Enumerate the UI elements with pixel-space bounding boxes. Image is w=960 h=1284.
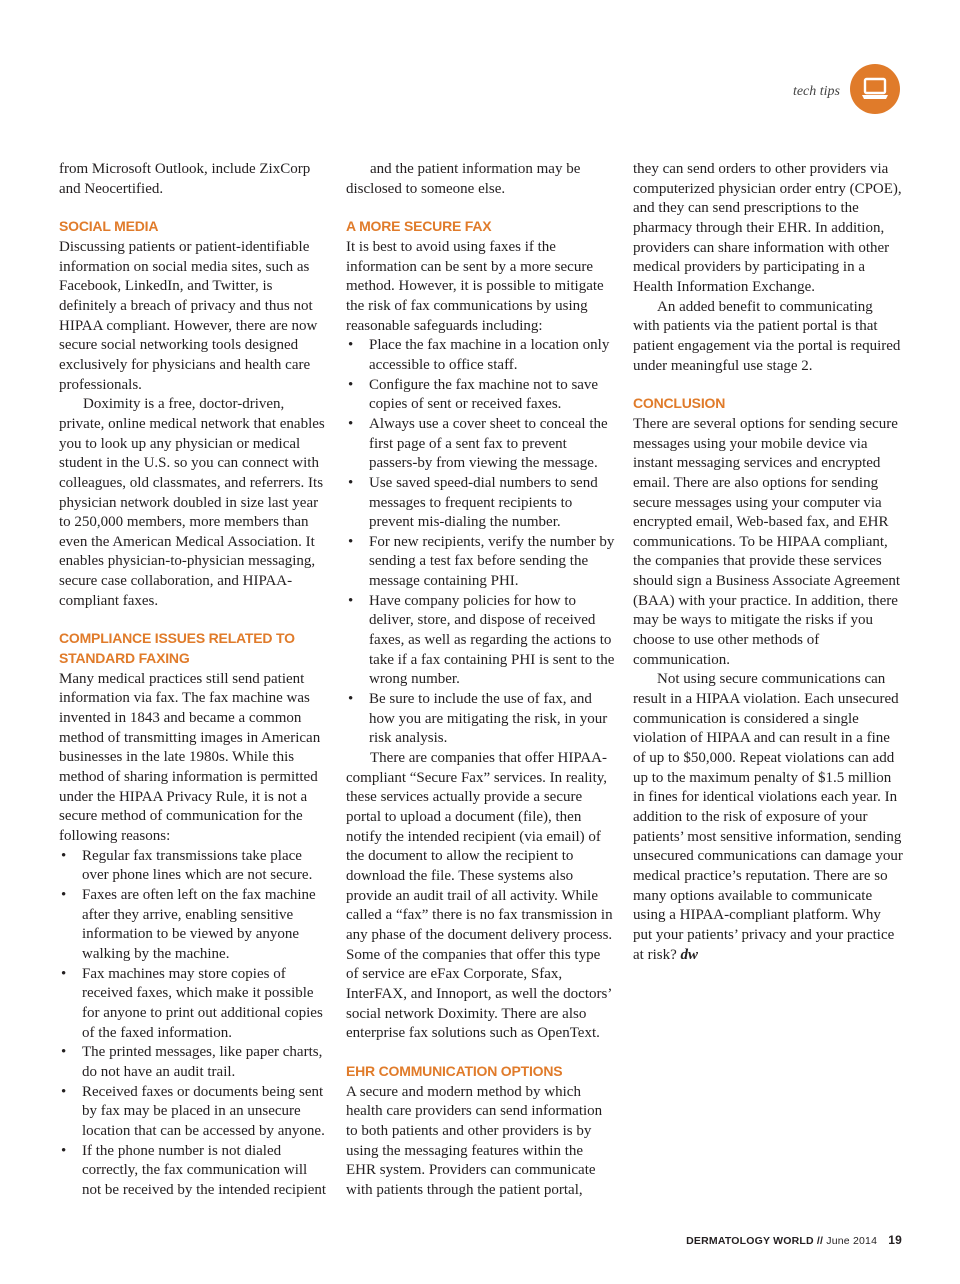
compliance-paragraph: Many medical practices still send patient information via fax. The fax machine was invented in 1843 and became a common method of transmitting images in American businesses in the late 1980s. While this method of sharing information is permitted under the HIPAA Privacy Rule, it is not a secure method of communication for the following reasons:	[59, 670, 321, 844]
list-item: • For new recipients, verify the number by sending a test fax before sending the message containing PHI.	[346, 533, 616, 592]
fax-risk-list	[59, 847, 329, 1201]
list-item: • Regular fax transmissions take place over phone lines which are not secure.	[59, 847, 329, 886]
list-item: • Always use a cover sheet to conceal the first page of a sent fax to prevent passers-by from viewing the message.	[346, 415, 616, 474]
footer-separator: //	[816, 1235, 824, 1247]
magazine-name: DERMATOLOGY WORLD	[686, 1235, 814, 1247]
compliance-heading: COMPLIANCE ISSUES RELATED TO STANDARD FAXING	[59, 630, 295, 667]
list-item: • The printed messages, like paper charts, do not have an audit trail.	[59, 1043, 329, 1082]
col1-intro: from Microsoft Outlook, include ZixCorp and Neocertified.	[59, 161, 311, 197]
list-item: • Be sure to include the use of fax, and how you are mitigating the risk, in your risk analysis.	[346, 690, 616, 749]
author-signature: dw	[680, 946, 698, 963]
conclusion-paragraph-1: There are several options for sending secure messages using your mobile device via instant messaging services and encrypted email. There are also options for sending secure messages using your computer via encrypted email, Web-based fax, and EHR communications. To be HIPAA compliant, the companies that provide these services should sign a Business Associate Agreement (BAA) with your practice. In addition, there may be ways to mitigate the risks if you choose to use other methods of communication.	[633, 415, 901, 668]
conclusion-heading: CONCLUSION	[633, 395, 726, 412]
issue-date: June 2014	[826, 1235, 878, 1247]
col3-intro: they can send orders to other providers via computerized physician order entry (CPOE), and they can send prescriptions to the pharmacy through their EHR. In addition, providers can share information with other medical providers by participating in a Health Information Exchange.	[633, 161, 902, 295]
conclusion-paragraph-2	[633, 670, 903, 965]
col2-intro: and the patient information may be disclosed to someone else.	[346, 161, 581, 197]
ehr-heading: EHR COMMUNICATION OPTIONS	[346, 1062, 563, 1079]
social-media-paragraph-1: Discussing patients or patient-identifiable information on social media sites, such as Facebook, LinkedIn, and Twitter, is definitely a breach of privacy and thus not HIPAA compliant. However, there are now secure social networking tools designed exclusively for physicians and health care professionals.	[59, 238, 318, 393]
ehr-paragraph: A secure and modern method by which health care providers can send information to both patients and other providers is by using the messaging features within the EHR system. Providers can communicate with patients through the patient portal,	[346, 1083, 603, 1198]
secure-fax-heading: A MORE SECURE FAX	[346, 218, 492, 235]
column-3	[633, 160, 903, 965]
secure-fax-paragraph-1: It is best to avoid using faxes if the information can be sent by a more secure method. However, it is possible to mitigate the risk of fax communications by using reasonable safeguards including:	[346, 238, 604, 334]
page-number: 19	[888, 1233, 902, 1247]
safeguards-list	[346, 336, 616, 749]
list-item: • Received faxes or documents being sent by fax may be placed in an unsecure location that can be accessed by anyone.	[59, 1083, 329, 1142]
list-item: • Have company policies for how to deliver, store, and dispose of received faxes, as well as regarding the actions to take if a fax containing PHI is sent to the wrong number.	[346, 592, 616, 690]
social-media-paragraph-2: Doximity is a free, doctor-driven, private, online medical network that enables you to look up any physician or medical student in the U.S. so you can connect with colleagues, old classmates, and referrers. Its physician network doubled in size last year to 250,000 members, more members than even the American Medical Association. It enables physician-to-physician messaging, secure case collaboration, and HIPAA-compliant faxes.	[59, 396, 325, 609]
secure-fax-paragraph-2: There are companies that offer HIPAA-compliant “Secure Fax” services. In reality, these services actually provide a secure portal to upload a document (file), then notify the intended recipient (via email) of the document to allow the recipient to download the file. These systems also provide an audit trail of all activity. While called a “fax” there is no fax transmission in any phase of the document delivery process. Some of the companies that offer this type of service are eFax Corporate, Sfax, InterFAX, and Innoport, as well the doctors’ social network Doximity. There are also enterprise fax solutions such as OpenText.	[346, 750, 613, 1042]
column-2	[346, 160, 616, 1200]
social-media-heading: SOCIAL MEDIA	[59, 218, 159, 235]
list-item: • Faxes are often left on the fax machine after they arrive, enabling sensitive information to be viewed by anyone walking by the machine.	[59, 886, 329, 965]
list-item: • Configure the fax machine not to save copies of sent or received faxes.	[346, 376, 616, 415]
conclusion-text: Not using secure communications can result in a HIPAA violation. Each unsecured communication is considered a single violation of HIPAA and can result in a fine of up to $50,000. Repeat violations can add up to the maximum penalty of $1.5 million in fines for identical violations each year. In addition to the risk of exposure of your patients’ most sensitive information, sending unsecured communications can damage your medical practice’s reputation. There are so many options available to communicate using a HIPAA-compliant platform. Why put your patients’ privacy and your practice at risk?	[633, 671, 903, 963]
section-badge	[850, 64, 900, 114]
patient-portal-paragraph: An added benefit to communicating with patients via the patient portal is that patient engagement via the portal is required under meaningful use stage 2.	[633, 298, 901, 374]
section-label: tech tips	[792, 84, 840, 99]
list-item: • Fax machines may store copies of received faxes, which make it possible for anyone to print out additional copies of the faxed information.	[59, 965, 329, 1044]
list-item: • Place the fax machine in a location only accessible to office staff.	[346, 336, 616, 375]
page-footer	[686, 1233, 902, 1247]
column-1	[59, 160, 329, 1200]
list-item: • If the phone number is not dialed correctly, the fax communication will not be received by the intended recipient	[59, 1142, 329, 1201]
laptop-icon	[860, 76, 890, 102]
list-item: • Use saved speed-dial numbers to send messages to frequent recipients to prevent mis-dialing the number.	[346, 474, 616, 533]
